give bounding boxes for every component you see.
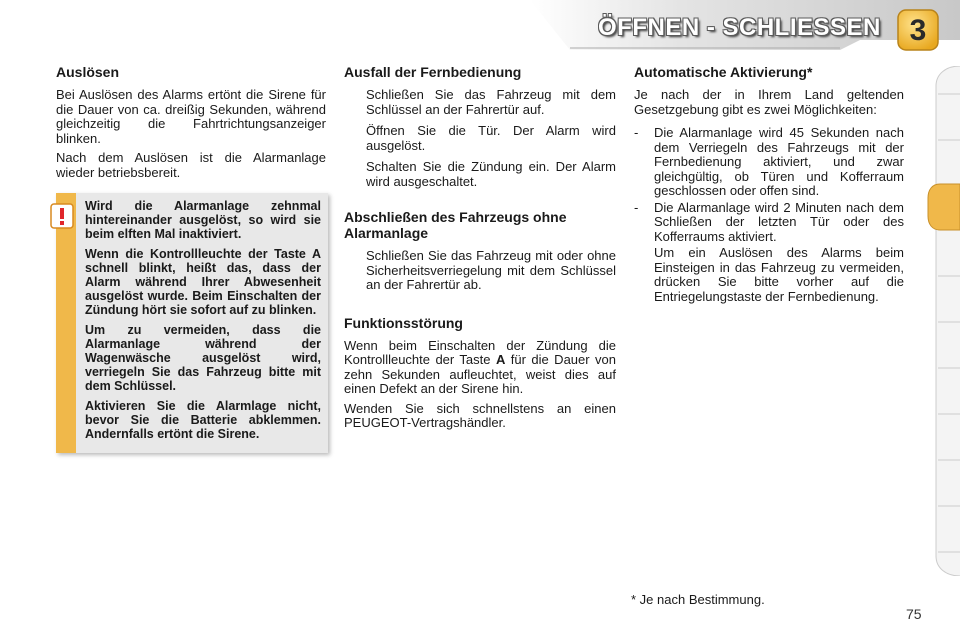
list-item-text: Schließen Sie das Fahrzeug mit dem Schlüssel an der Fahrertür auf. [366,87,616,117]
chapter-number: 3 [909,14,927,47]
heading-automatische-aktivierung: Automatische Aktivierung* [634,64,813,80]
list-item [634,246,904,304]
list-item-text: Die Alarmanlage wird 45 Sekunden nach dem Verriegeln des Fahrzeugs mit der Fernbedienung aktiviert, und zwar gleichgültig, ob Türen und Kofferraum geschlossen oder offen sind. [654,125,904,198]
list-item [344,124,616,153]
chapter-tabs [926,66,960,576]
page-number: 75 [906,606,922,622]
dash-marker: - [634,199,639,215]
key-label: A [495,352,506,367]
warning-text [85,247,321,317]
paragraph: Wenden Sie sich schnellstens an einen PEUGEOT-Vertragshändler. [344,400,616,430]
list-item [344,88,616,117]
warning-text-part: Wenn die Kontrollleuchte der Taste [85,247,312,261]
list-item [344,249,616,293]
footnote: * Je nach Bestimmung. [631,592,765,607]
paragraph: Nach dem Auslösen ist die Alarmanlage wieder betriebsbereit. [56,150,326,180]
heading-auslosen: Auslösen [56,64,120,80]
warning-text: Um zu vermeiden, dass die Alarmanlage während der Wagenwäsche ausgelöst wird, verriegeln Sie das Fahrzeug bitte mit dem Schlüssel. [85,323,321,393]
list-item-text: Öffnen Sie die Tür. Der Alarm wird ausgelöst. [366,123,616,153]
list-item [634,126,904,199]
warning-text-part: blinkt, heißt das, dass der Alarm während Ihrer Abwesenheit ausgelöst wurde. Beim Einschalten der Zündung hört sie sofort auf zu blinken. [85,261,321,317]
column-automatische-aktivierung [634,64,904,306]
list-item-text: Schalten Sie die Zündung ein. Der Alarm wird ausgeschaltet. [366,159,616,189]
list-item-text: Schließen Sie das Fahrzeug mit oder ohne Sicherheitsverriegelung mit dem Schlüssel an der Fahrertür ab. [366,248,616,292]
list-item [344,160,616,189]
column-fernbedienung [344,64,616,436]
list-item-text: Um ein Auslösen des Alarms beim Einsteigen in das Fahrzeug zu vermeiden, drücken Sie bitte vorher auf die Entriegelungstaste der Fernbedienung. [654,245,904,304]
key-label: A schnell [85,247,321,275]
list-item [634,201,904,245]
paragraph [344,339,616,397]
warning-text: Wird die Alarmanlage zehnmal hintereinander ausgelöst, so wird sie beim elften Mal inaktiviert. [85,199,321,241]
warning-text: Aktivieren Sie die Alarmlage nicht, bevor Sie die Batterie abklemmen. Andernfalls ertönt die Sirene. [85,399,321,441]
list-item-text: Die Alarmanlage wird 2 Minuten nach dem Schließen der letzten Tür oder des Kofferraums aktiviert. [654,199,904,244]
paragraph-part: für die Dauer von zehn Sekunden aufleuchtet, weist dies auf einen Defekt an der Sirene hin. [344,352,616,396]
paragraph-part: Wenn beim Einschalten der Zündung die Kontrollleuchte der Taste [344,337,616,367]
paragraph: Bei Auslösen des Alarms ertönt die Sirene für die Dauer von ca. dreißig Sekunden, während gleichzeitig die Fahrtrichtungsanzeiger blinken. [56,87,326,146]
page-title: ÖFFNEN - SCHLIESSEN [598,14,881,41]
warning-box [56,193,328,453]
paragraph: Je nach der in Ihrem Land geltenden Gesetzgebung gibt es zwei Möglichkeiten: [634,87,904,117]
warning-icon [47,203,77,229]
dash-marker: - [634,125,639,140]
heading-abschliessen: Abschließen des Fahrzeugs ohne Alarmanlage [344,209,567,241]
heading-funktionsstorung: Funktionsstörung [344,314,463,331]
column-auslosen [56,64,326,185]
heading-ausfall: Ausfall der Fernbedienung [344,64,522,80]
